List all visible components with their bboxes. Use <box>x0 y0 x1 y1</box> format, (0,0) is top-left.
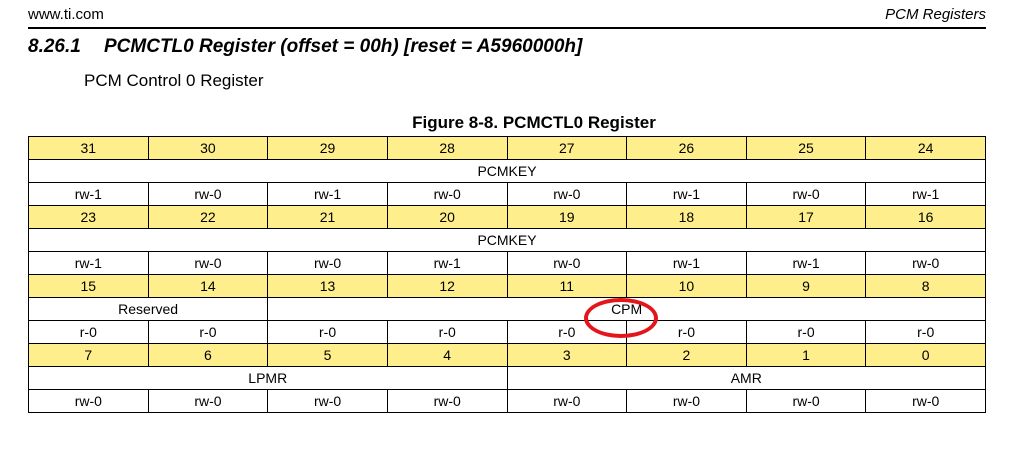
bit-number: 8 <box>866 275 986 298</box>
bit-number: 6 <box>148 344 268 367</box>
access-type: r-0 <box>387 321 507 344</box>
access-type: r-0 <box>627 321 747 344</box>
access-type: rw-0 <box>746 390 866 413</box>
bit-number: 24 <box>866 137 986 160</box>
header-section: PCM Registers <box>885 6 986 23</box>
field-pcmkey: PCMKEY <box>29 229 986 252</box>
bit-number: 21 <box>268 206 388 229</box>
bit-number: 1 <box>746 344 866 367</box>
register-description: PCM Control 0 Register <box>84 71 264 90</box>
bit-number: 15 <box>29 275 149 298</box>
bit-number: 23 <box>29 206 149 229</box>
field-reserved: Reserved <box>29 298 268 321</box>
access-type: rw-0 <box>148 183 268 206</box>
bit-number: 11 <box>507 275 627 298</box>
bit-number: 17 <box>746 206 866 229</box>
section-title <box>28 36 582 58</box>
field-lpmr: LPMR <box>29 367 508 390</box>
access-row <box>29 183 986 206</box>
access-type: r-0 <box>148 321 268 344</box>
access-type: rw-0 <box>29 390 149 413</box>
access-row <box>29 390 986 413</box>
bit-number: 18 <box>627 206 747 229</box>
bit-number: 26 <box>627 137 747 160</box>
bit-number: 19 <box>507 206 627 229</box>
access-type: rw-0 <box>148 390 268 413</box>
bit-number: 9 <box>746 275 866 298</box>
access-type: rw-1 <box>627 252 747 275</box>
field-name-row <box>29 367 986 390</box>
bit-number: 13 <box>268 275 388 298</box>
field-amr: AMR <box>507 367 986 390</box>
bit-number-row <box>29 137 986 160</box>
section-heading: PCMCTL0 Register (offset = 00h) [reset = A5960000h] <box>104 36 583 57</box>
access-type: rw-0 <box>268 390 388 413</box>
bit-number: 7 <box>29 344 149 367</box>
access-type: rw-0 <box>866 252 986 275</box>
field-cpm: CPM <box>268 298 986 321</box>
header-rule <box>28 27 986 29</box>
access-type: rw-1 <box>627 183 747 206</box>
access-type: rw-1 <box>29 183 149 206</box>
access-type: r-0 <box>746 321 866 344</box>
bit-number: 27 <box>507 137 627 160</box>
bit-number: 30 <box>148 137 268 160</box>
access-type: rw-0 <box>507 252 627 275</box>
register-table <box>28 136 986 413</box>
access-type: rw-0 <box>148 252 268 275</box>
header-site: www.ti.com <box>28 6 104 23</box>
access-type: rw-0 <box>866 390 986 413</box>
bit-number: 4 <box>387 344 507 367</box>
access-type: rw-1 <box>387 252 507 275</box>
access-type: r-0 <box>268 321 388 344</box>
access-row <box>29 252 986 275</box>
bit-number-row <box>29 206 986 229</box>
access-type: rw-0 <box>627 390 747 413</box>
bit-number: 28 <box>387 137 507 160</box>
bit-number: 22 <box>148 206 268 229</box>
bit-number: 5 <box>268 344 388 367</box>
access-type: rw-0 <box>387 390 507 413</box>
bit-number: 14 <box>148 275 268 298</box>
access-type: rw-1 <box>746 252 866 275</box>
bit-number: 3 <box>507 344 627 367</box>
access-type: rw-1 <box>866 183 986 206</box>
field-name-row <box>29 229 986 252</box>
bit-number: 29 <box>268 137 388 160</box>
bit-number: 12 <box>387 275 507 298</box>
access-type: r-0 <box>29 321 149 344</box>
access-row <box>29 321 986 344</box>
bit-number: 2 <box>627 344 747 367</box>
field-name-row <box>29 298 986 321</box>
access-type: rw-0 <box>268 252 388 275</box>
field-name-row <box>29 160 986 183</box>
bit-number: 31 <box>29 137 149 160</box>
access-type: rw-1 <box>268 183 388 206</box>
access-type: r-0 <box>866 321 986 344</box>
bit-number: 25 <box>746 137 866 160</box>
figure-title: Figure 8-8. PCMCTL0 Register <box>412 113 656 132</box>
bit-number: 10 <box>627 275 747 298</box>
access-type: rw-0 <box>507 183 627 206</box>
access-type: rw-0 <box>387 183 507 206</box>
bit-number: 0 <box>866 344 986 367</box>
bit-number-row <box>29 275 986 298</box>
access-type: rw-1 <box>29 252 149 275</box>
access-type: rw-0 <box>507 390 627 413</box>
access-type: r-0 <box>507 321 627 344</box>
bit-number-row <box>29 344 986 367</box>
access-type: rw-0 <box>746 183 866 206</box>
bit-number: 20 <box>387 206 507 229</box>
field-pcmkey: PCMKEY <box>29 160 986 183</box>
section-number: 8.26.1 <box>28 36 81 57</box>
bit-number: 16 <box>866 206 986 229</box>
